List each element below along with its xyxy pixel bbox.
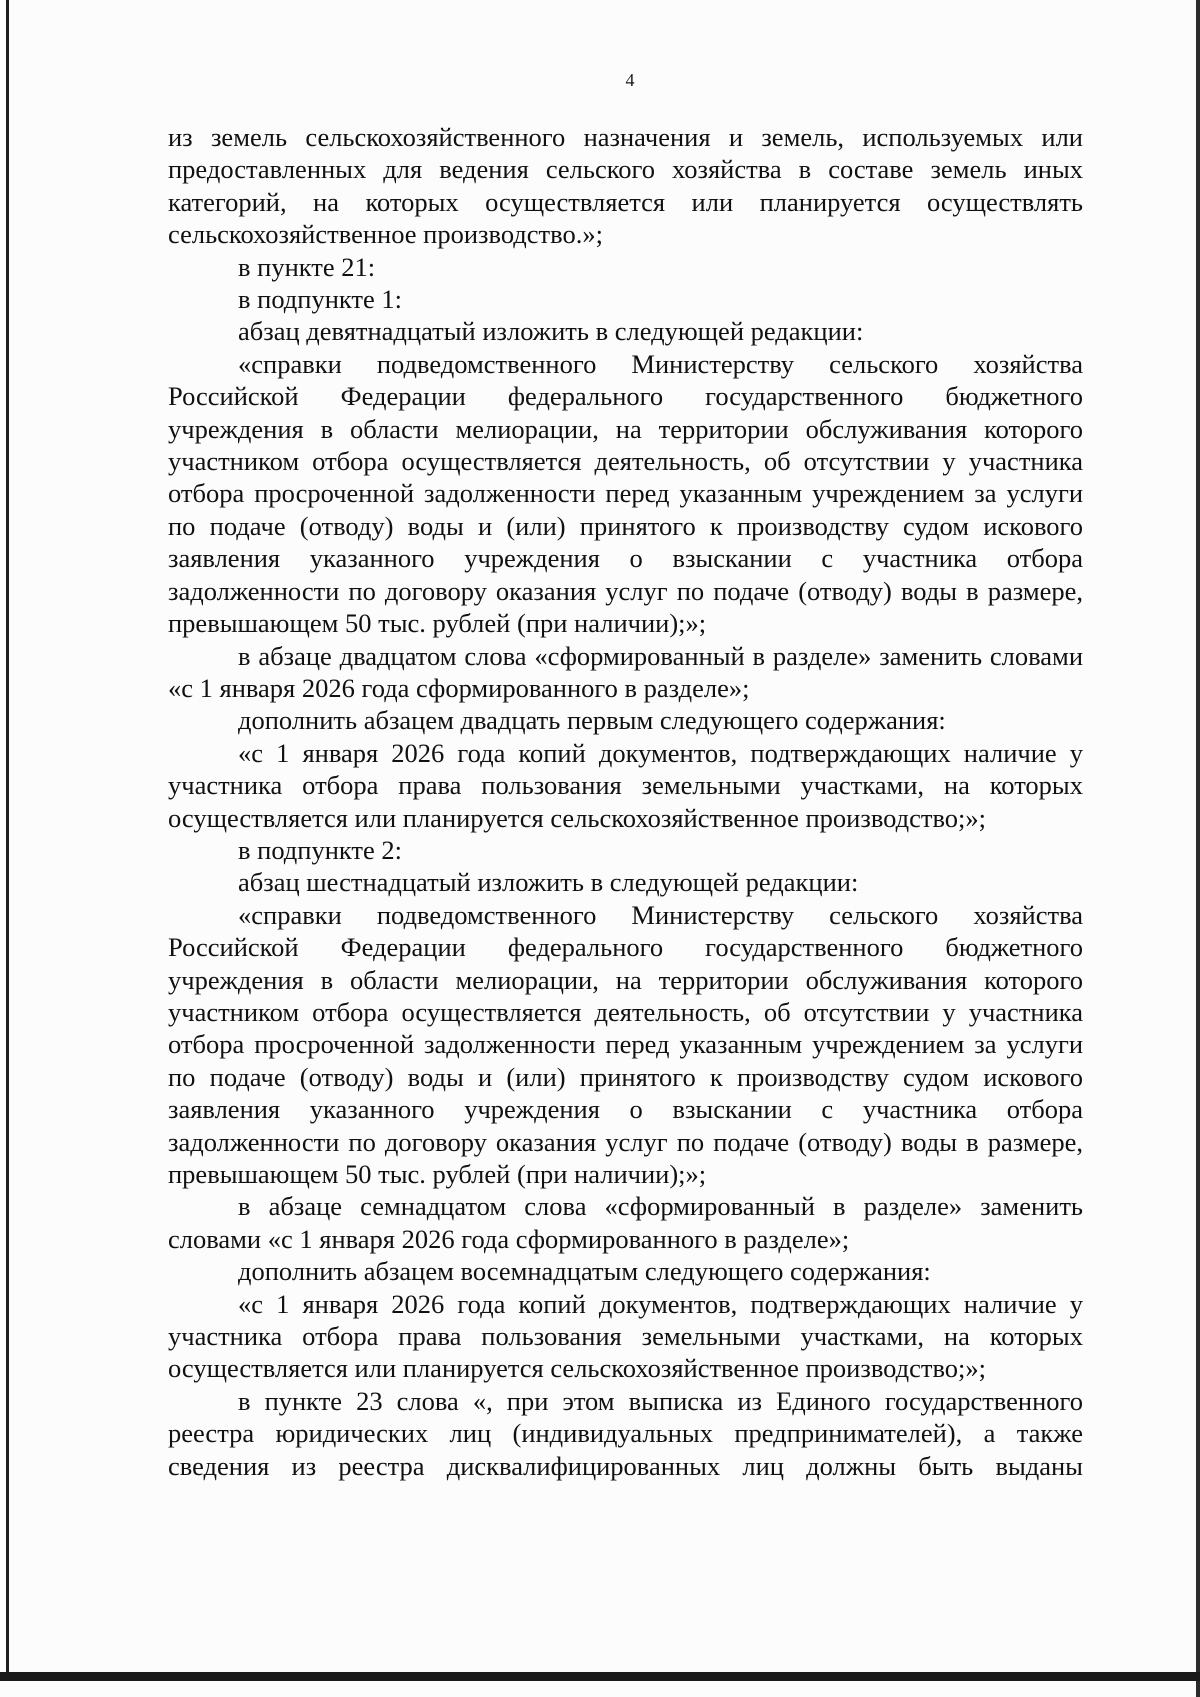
scan-edge-bottom [0,1672,1200,1681]
paragraph: в подпункте 2: [238,834,403,865]
scan-edge-left [6,0,9,1676]
paragraph-quote: «справки подведомственного Министерству сельского хозяйства Российской Федерации федерального государственного бюджетного учреждения в области мелиорации, на территории обслуживания которого участником отбора осуществляется деятельность, об отсутствии у участника отбора просроченной задолженности перед указанным учреждением за услуги по подаче (отводу) воды и (или) принятого к производству судом искового заявления указанного учреждения о взыскании с участника отбора задолженности по договору оказания услуг по подаче (отводу) воды в размере, превышающем 50 тыс. рублей (при наличии);»; [168,899,1083,1189]
paragraph: дополнить абзацем двадцать первым следующего содержания: [238,705,946,736]
paragraph: абзац девятнадцатый изложить в следующей редакции: [238,316,864,347]
paragraph-quote: «справки подведомственного Министерству сельского хозяйства Российской Федерации федерального государственного бюджетного учреждения в области мелиорации, на территории обслуживания которого участником отбора осуществляется деятельность, об отсутствии у участника отбора просроченной задолженности перед указанным учреждением за услуги по подаче (отводу) воды и (или) принятого к производству судом искового заявления указанного учреждения о взыскании с участника отбора задолженности по договору оказания услуг по подаче (отводу) воды в размере, превышающем 50 тыс. рублей (при наличии);»; [168,348,1083,639]
document-body [168,121,1083,1482]
paragraph: абзац шестнадцатый изложить в следующей редакции: [238,867,859,898]
paragraph-quote: «с 1 января 2026 года копий документов, подтверждающих наличие у участника отбора права пользования земельными участками, на которых осуществляется или планируется сельскохозяйственное производство;»; [168,1288,1083,1384]
paragraph: в подпункте 1: [238,284,403,315]
paragraph-quote: «с 1 января 2026 года копий документов, подтверждающих наличие у участника отбора права пользования земельными участками, на которых осуществляется или планируется сельскохозяйственное производство;»; [168,737,1083,833]
paragraph: дополнить абзацем восемнадцатым следующего содержания: [238,1256,931,1287]
paragraph: в абзаце двадцатом слова «сформированный в разделе» заменить словами «с 1 января 2026 года сформированного в разделе»; [168,640,1083,703]
page-number: 4 [625,70,635,90]
paragraph: в пункте 21: [238,251,376,282]
paragraph-continuation: из земель сельскохозяйственного назначения и земель, используемых или предоставленных для ведения сельского хозяйства в составе земель иных категорий, на которых осуществляется или планируется осуществлять сельскохозяйственное производство.»; [168,122,1083,250]
paragraph: в абзаце семнадцатом слова «сформированный в разделе» заменить словами «с 1 января 2026 года сформированного в разделе»; [168,1191,1083,1254]
paragraph-continued: в пункте 23 слова «, при этом выписка из Единого государственного реестра юридических лиц (индивидуальных предпринимателей), а также сведения из реестра дисквалифицированных лиц должны быть выданы [168,1385,1083,1481]
scan-edge-right [1196,0,1200,1697]
